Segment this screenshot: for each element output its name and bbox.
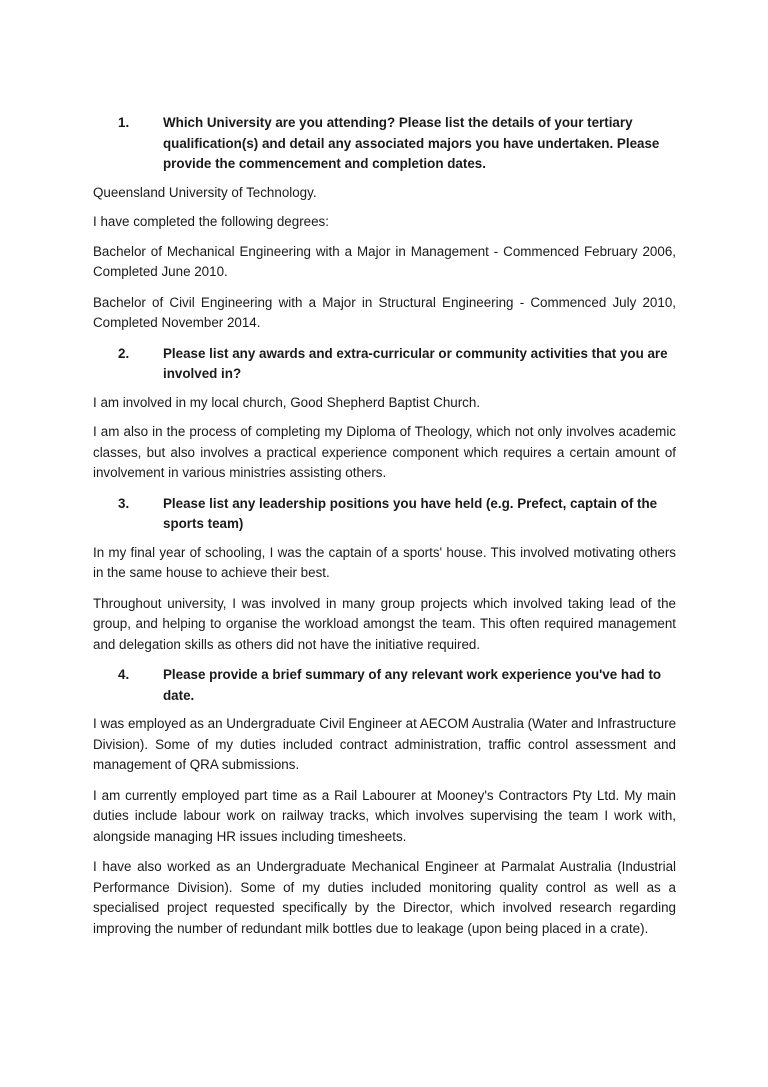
answer-paragraph: I have also worked as an Undergraduate Mechanical Engineer at Parmalat Australia (Industrial Performance Division). Some of my duties included monitoring quality control as well as a specialised project requested specifically by the Director, which involved research regarding improving the number of redundant milk bottles due to leakage (upon being placed in a crate). — [93, 859, 676, 936]
answer-paragraph: I am involved in my local church, Good Shepherd Baptist Church. — [93, 394, 481, 410]
question-number: 3. — [118, 495, 130, 511]
answer-paragraph: Bachelor of Civil Engineering with a Major in Structural Engineering - Commenced July 2010, Completed November 2014. — [93, 294, 676, 330]
answer-paragraph: Throughout university, I was involved in many group projects which involved taking lead of the group, and helping to organise the workload amongst the team. This often required management and delegation skills as others did not have the initiative required. — [93, 595, 676, 652]
question-2 — [93, 344, 676, 385]
answer-paragraph: I am also in the process of completing my Diploma of Theology, which not only involves academic classes, but also involves a practical experience component which requires a certain amount of involvement in various ministries assisting others. — [93, 424, 676, 480]
answer-paragraph: In my final year of schooling, I was the captain of a sports' house. This involved motivating others in the same house to achieve their best. — [93, 544, 676, 580]
answer-paragraph: Bachelor of Mechanical Engineering with a Major in Management - Commenced February 2006, Completed June 2010. — [93, 243, 676, 279]
question-4 — [93, 665, 676, 706]
question-text: Please list any leadership positions you have held (e.g. Prefect, captain of the sports team) — [163, 495, 658, 531]
answer-paragraph: I have completed the following degrees: — [93, 214, 329, 229]
answer-paragraph: I was employed as an Undergraduate Civil Engineer at AECOM Australia (Water and Infrastructure Division). Some of my duties included contract administration, traffic control assessment and management of QRA submissions. — [93, 716, 677, 772]
document-page — [93, 113, 676, 949]
question-3 — [93, 494, 676, 535]
answer-paragraph: I am currently employed part time as a Rail Labourer at Mooney's Contractors Pty Ltd. My main duties include labour work on railway tracks, which involves supervising the team I work with, alongside managing HR issues including timesheets. — [93, 787, 676, 844]
question-number: 4. — [118, 667, 130, 682]
question-1 — [93, 113, 676, 175]
question-text: Which University are you attending? Please list the details of your tertiary qualification(s) and detail any associated majors you have undertaken. Please provide the commencement and completion dates. — [163, 115, 660, 171]
answer-paragraph: Queensland University of Technology. — [93, 184, 317, 200]
question-number: 1. — [118, 115, 130, 130]
question-number: 2. — [118, 345, 130, 361]
question-text: Please provide a brief summary of any relevant work experience you've had to date. — [163, 667, 662, 703]
question-text: Please list any awards and extra-curricular or community activities that you are involved in? — [163, 345, 668, 381]
